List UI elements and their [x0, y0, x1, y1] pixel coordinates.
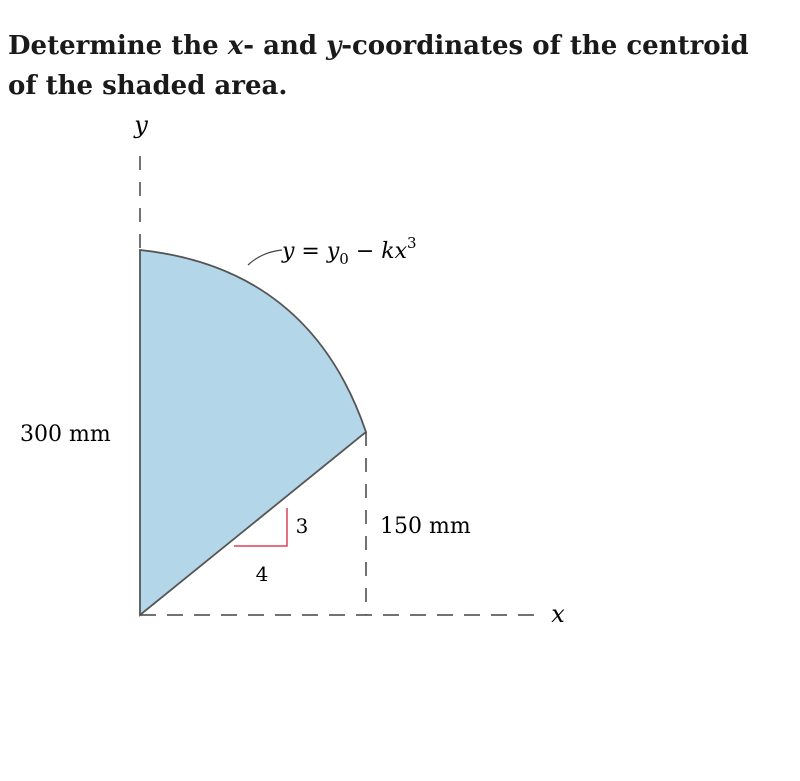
curve-label-kx: kx [381, 239, 408, 264]
curve-label-y: y [282, 239, 295, 264]
curve-label-eq: = [294, 239, 327, 264]
problem-line-2: of the shaded area. [8, 71, 288, 101]
curve-label-y0: y [326, 239, 340, 264]
y-variable: y [326, 31, 342, 61]
slope-rise-label: 3 [295, 514, 309, 538]
height-label-150mm: 150 mm [380, 514, 471, 539]
problem-text: -coordinates of the centroid [341, 31, 749, 61]
curve-leader-line [248, 250, 282, 265]
x-variable: x [227, 31, 244, 61]
curve-equation-label [281, 234, 417, 268]
shaded-area [140, 250, 366, 615]
problem-text: Determine the [8, 31, 228, 61]
curve-label-minus: − [348, 239, 382, 264]
y-axis-label: y [134, 111, 148, 139]
problem-text: - and [243, 31, 327, 61]
curve-label-sup: 3 [407, 234, 417, 252]
x-axis-label: x [551, 600, 565, 628]
curve-label-sub: 0 [339, 250, 349, 268]
height-label-300mm: 300 mm [20, 422, 111, 447]
slope-run-label: 4 [255, 562, 269, 586]
